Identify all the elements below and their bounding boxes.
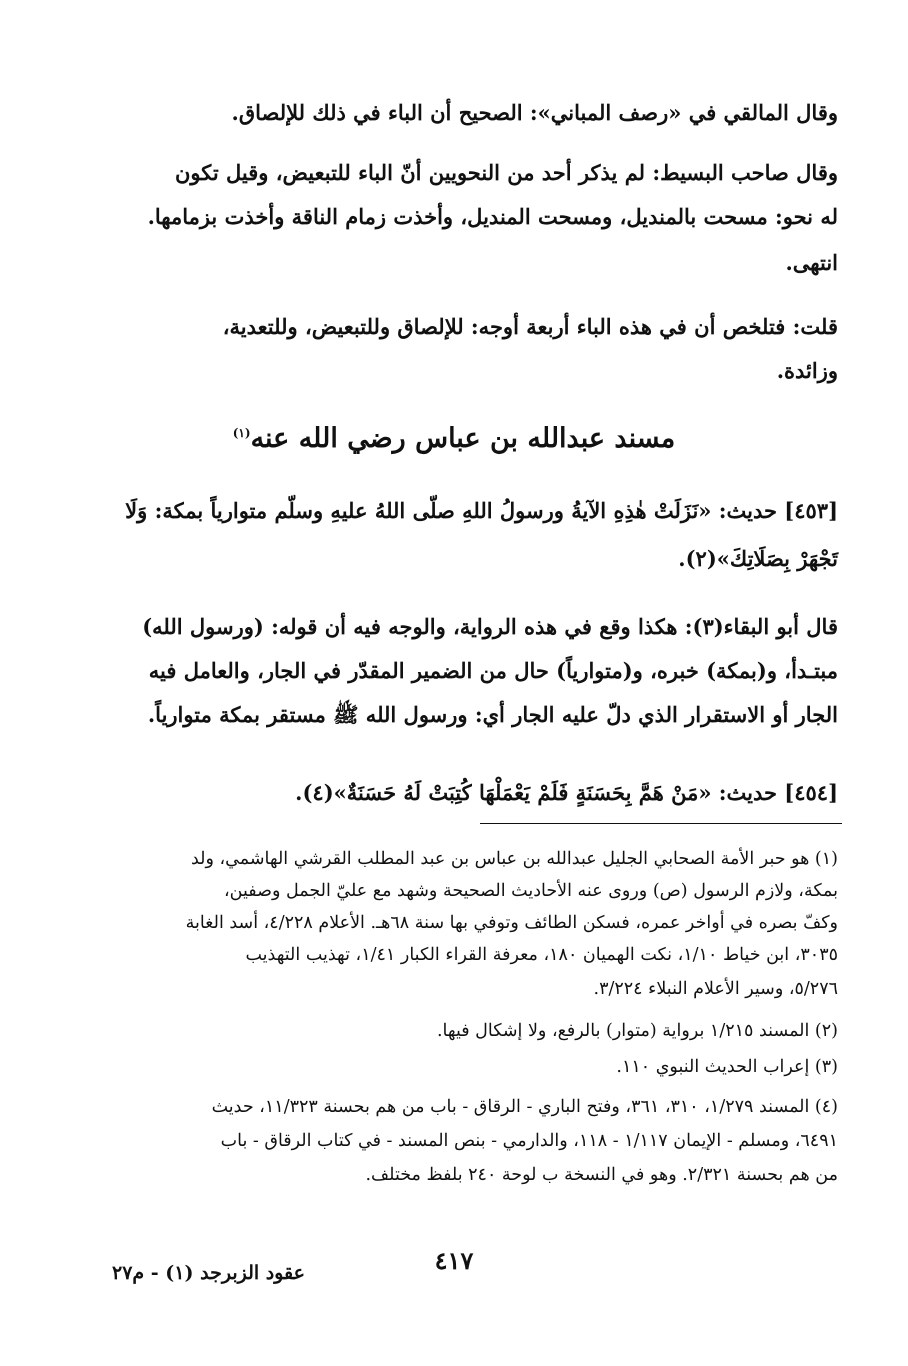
hadith-453-line-2: تَجْهَرْ بِصَلَاتِكَ»(٢). <box>678 546 838 571</box>
footnote-1-line-3: وكفّ بصره في أواخر عمره، فسكن الطائف وتوفي بها سنة ٦٨هـ. الأعلام ٤/٢٢٨، أسد الغابة <box>185 913 838 933</box>
text-line-basit-2: له نحو: مسحت بالمنديل، ومسحت المنديل، وأخذت زمام الناقة وأخذت بزمامها. <box>147 204 838 229</box>
footnote-1-line-5: ٥/٢٧٦، وسير الأعلام النبلاء ٣/٢٢٤. <box>593 979 838 999</box>
footnote-1-line-4: ٣٠٣٥، ابن خياط ١/١٠، نكت الهميان ١٨٠، معرفة القراء الكبار ١/٤١، تهذيب التهذيب <box>245 945 838 965</box>
footnote-1-line-2: بمكة، ولازم الرسول (ص) وروى عنه الأحاديث الصحيحة وشهد مع عليّ الجمل وصفين، <box>223 881 838 901</box>
abu-baqaa-line-1: قال أبو البقاء(٣): هكذا وقع في هذه الرواية، والوجه فيه أن قوله: (ورسول الله) <box>142 614 838 639</box>
text-line-qult-1: قلت: فتلخص أن في هذه الباء أربعة أوجه: للإلصاق وللتبعيض، وللتعدية، <box>222 314 838 339</box>
abu-baqaa-line-3: الجار أو الاستقرار الذي دلّ عليه الجار أي: ورسول الله ﷺ مستقر بمكة متوارياً. <box>147 702 838 727</box>
section-heading-title: مسند عبدالله بن عباس رضي الله عنه <box>250 423 676 454</box>
text-line-basit-3: انتهى. <box>785 250 838 275</box>
footnote-4-line-3: من هم بحسنة ٢/٣٢١. وهو في النسخة ب لوحة ٢٤٠ بلفظ مختلف. <box>365 1165 838 1185</box>
signature-mark: عقود الزبرجد (١) - م٢٧ <box>112 1262 306 1284</box>
footnote-3: (٣) إعراب الحديث النبوي ١١٠. <box>616 1057 838 1077</box>
section-heading <box>0 424 908 454</box>
heading-footnote-ref: (١) <box>232 426 251 440</box>
footnote-divider <box>480 823 842 824</box>
page-number: ٤١٧ <box>434 1246 474 1275</box>
text-line-basit-1: وقال صاحب البسيط: لم يذكر أحد من النحويين أنّ الباء للتبعيض، وقيل تكون <box>175 160 838 185</box>
text-line-maliqi: وقال المالقي في «رصف المباني»: الصحيح أن الباء في ذلك للإلصاق. <box>231 100 838 125</box>
footnote-1-line-1: (١) هو حبر الأمة الصحابي الجليل عبدالله بن عباس بن عبد المطلب القرشي الهاشمي، ولد <box>191 849 838 869</box>
footnote-4-line-2: ٦٤٩١، ومسلم - الإيمان ١/١١٧ - ١١٨، والدارمي - بنص المسند - في كتاب الرقاق - باب <box>220 1131 838 1151</box>
footnote-2: (٢) المسند ١/٢١٥ برواية (متوار) بالرفع، ولا إشكال فيها. <box>436 1021 838 1041</box>
abu-baqaa-line-2: مبتـدأ، و(بمكة) خبره، و(متوارياً) حال من الضمير المقدّر في الجار، والعامل فيه <box>148 658 838 683</box>
hadith-453-line-1: [٤٥٣] حديث: «نَزَلَتْ هٰذِهِ الآيةُ ورسولُ اللهِ صلّى اللهُ عليهِ وسلّم متوارياً بمكة: وَلَا <box>125 498 838 523</box>
text-line-qult-2: وزائدة. <box>776 358 838 383</box>
hadith-454-line: [٤٥٤] حديث: «مَنْ هَمَّ بِحَسَنَةٍ فَلَمْ يَعْمَلْهَا كُتِبَتْ لَهُ حَسَنَةٌ»(٤). <box>295 780 838 805</box>
footnote-4-line-1: (٤) المسند ١/٢٧٩، ٣١٠، ٣٦١، وفتح الباري - الرقاق - باب من هم بحسنة ١١/٣٢٣، حديث <box>211 1097 838 1117</box>
